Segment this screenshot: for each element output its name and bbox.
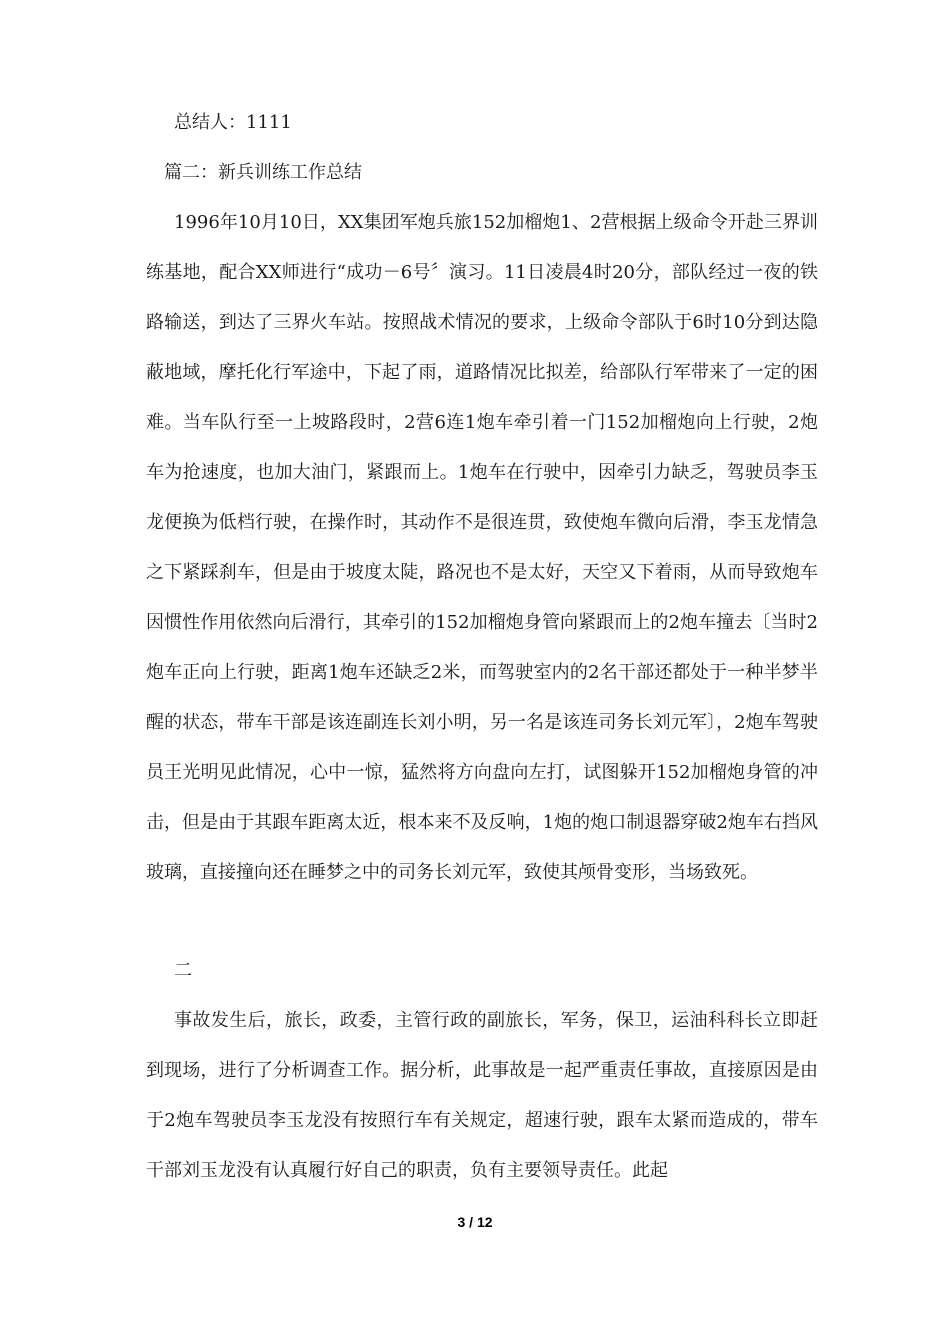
- section-marker: 二: [174, 960, 192, 981]
- section-heading: 篇二：新兵训练工作总结: [164, 162, 362, 183]
- body-paragraph: 事故发生后，旅长，政委，主管行政的副旅长，军务，保卫，运油科科长立即赶到现场，进行了分析调查工作。据分析，此事故是一起严重责任事故，直接原因是由于2炮车驾驶员李玉龙没有按照行车有关规定，超速行驶，跟车太紧而造成的，带车干部刘玉龙没有认真履行好自己的职责，负有主要领导责任。此起: [146, 1010, 818, 1181]
- body-paragraph: 1996年10月10日，XX集团军炮兵旅152加榴炮1、2营根据上级命令开赴三界训练基地，配合XX师进行“成功－6号〞演习。11日凌晨4时20分，部队经过一夜的铁路输送，到达了三界火车站。按照战术情况的要求，上级命令部队于6时10分到达隐蔽地域，摩托化行军途中，下起了雨，道路情况比拟差，给部队行军带来了一定的困难。当车队行至一上坡路段时，2营6连1炮车牵引着一门152加榴炮向上行驶，2炮车为抢速度，也加大油门，紧跟而上。1炮车在行驶中，因牵引力缺乏，驾驶员李玉龙便换为低档行驶，在操作时，其动作不是很连贯，致使炮车微向后滑，李玉龙情急之下紧踩刹车，但是由于坡度太陡，路况也不是太好，天空又下着雨，从而导致炮车因惯性作用依然向后滑行，其牵引的152加榴炮身管向紧跟而上的2炮车撞去〔当时2炮车正向上行驶，距离1炮车还缺乏2米，而驾驶室内的2名干部还都处于一种半梦半醒的状态，带车干部是该连副连长刘小明，另一名是该连司务长刘元军〕，2炮车驾驶员王光明见此情况，心中一惊，猛然将方向盘向左打，试图躲开152加榴炮身管的冲击，但是由于其跟车距离太近，根本来不及反响，1炮的炮口制退器穿破2炮车右挡风玻璃，直接撞向还在睡梦之中的司务长刘元军，致使其颅骨变形，当场致死。: [146, 212, 818, 883]
- author-line: 总结人：1111: [174, 112, 292, 133]
- page-number: 3 / 12: [457, 1214, 493, 1230]
